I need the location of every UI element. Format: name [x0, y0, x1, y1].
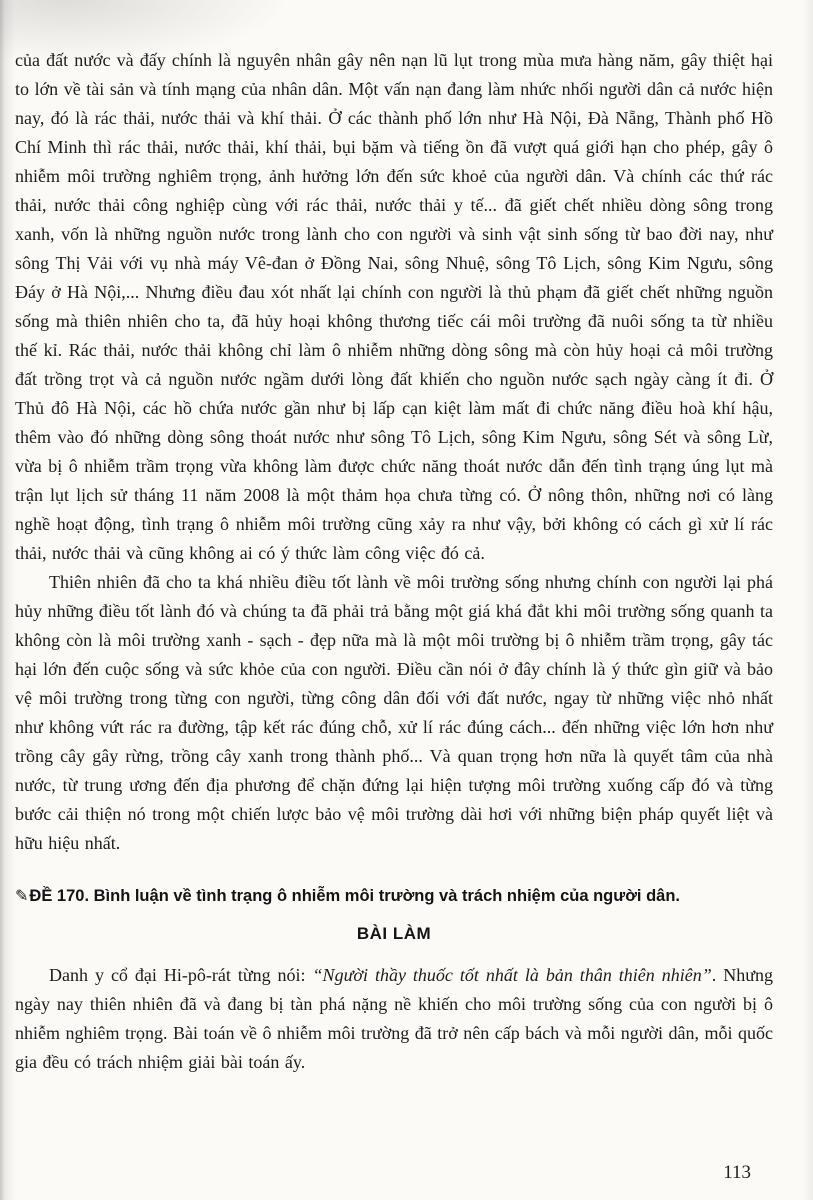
body-paragraph-continuation: của đất nước và đấy chính là nguyên nhân gây nên nạn lũ lụt trong mùa mưa hàng năm, gây thiệt hại to lớn về tài sản và tính mạng của nhân dân. Một vấn nạn đang làm nhức nhối người dân cả nước hiện nay, đó là rác thải, nước thải và khí thải. Ở các thành phố lớn như Hà Nội, Đà Nẵng, Thành phố Hồ Chí Minh thì rác thải, nước thải, khí thải, bụi bặm và tiếng ồn đã vượt quá giới hạn cho phép, gây ô nhiễm môi trường nghiêm trọng, ảnh hưởng lớn đến sức khoẻ của người dân. Và chính các thứ rác thải, nước thải công nghiệp cùng với rác thải, nước thải y tế... đã giết chết nhiều dòng sông trong xanh, vốn là những nguồn nước trong lành cho con người và sinh vật sinh sống từ bao đời nay, như sông Thị Vải với vụ nhà máy Vê-đan ở Đồng Nai, sông Nhuệ, sông Tô Lịch, sông Kim Ngưu, sông Đáy ở Hà Nội,... Nhưng điều đau xót nhất lại chính con người là thủ phạm đã giết chết những nguồn sống mà thiên nhiên cho ta, đã hủy hoại không thương tiếc cái môi trường đã nuôi sống ta từ nhiều thế kỉ. Rác thải, nước thải không chỉ làm ô nhiễm những dòng sông mà còn hủy hoại cả môi trường đất trồng trọt và cả nguồn nước ngầm dưới lòng đất khiến cho nguồn nước sạch ngày càng ít đi. Ở Thủ đô Hà Nội, các hồ chứa nước gần như bị lấp cạn kiệt làm mất đi chức năng điều hoà khí hậu, thêm vào đó những dòng sông thoát nước như sông Tô Lịch, sông Kim Ngưu, sông Sét và sông Lừ, vừa bị ô nhiễm trầm trọng vừa không làm được chức năng thoát nước dẫn đến tình trạng úng lụt mà trận lụt lịch sử tháng 11 năm 2008 là một thảm họa chưa từng có. Ở nông thôn, những nơi có làng nghề hoạt động, tình trạng ô nhiễm môi trường cũng xảy ra như vậy, bởi không có cách gì xử lí rác thải, nước thải và cũng không ai có ý thức làm công việc đó cả. — [15, 50, 773, 563]
essay-intro-paragraph — [15, 961, 773, 1077]
essay-intro-quote: “Người thầy thuốc tốt nhất là bản thân thiên nhiên” — [312, 965, 712, 985]
pen-icon: ✎ — [15, 886, 29, 905]
essay-intro-suffix: . Nhưng ngày nay thiên nhiên đã và đang bị tàn phá nặng nề khiến cho môi trường sống của con người bị ô nhiễm nghiêm trọng. Bài toán về ô nhiễm môi trường đã trở nên cấp bách và mỗi người dân, mỗi quốc gia đều có trách nhiệm giải bài toán ấy. — [15, 965, 773, 1072]
topic-heading — [15, 883, 773, 909]
essay-heading: BÀI LÀM — [356, 924, 432, 943]
essay-intro-prefix: Danh y cổ đại Hi-pô-rát từng nói: — [49, 965, 313, 985]
page-number: 113 — [723, 1162, 751, 1183]
topic-heading-text: ĐỀ 170. Bình luận về tình trạng ô nhiễm môi trường và trách nhiệm của người dân. — [29, 887, 681, 905]
page-content — [15, 46, 773, 1077]
body-paragraph: Thiên nhiên đã cho ta khá nhiều điều tốt lành về môi trường sống nhưng chính con người lại phá hủy những điều tốt lành đó và chúng ta đã phải trả bằng một giá khá đắt khi môi trường sống quanh ta không còn là môi trường xanh - sạch - đẹp nữa mà là một môi trường bị ô nhiễm trầm trọng, gây tác hại lớn đến cuộc sống và sức khỏe của con người. Điều cần nói ở đây chính là ý thức gìn giữ và bảo vệ môi trường trong từng con người, từng công dân đối với đất nước, ngay từ những việc nhỏ nhất như không vứt rác ra đường, tập kết rác đúng chỗ, xử lí rác đúng cách... đến những việc lớn hơn như trồng cây gây rừng, trồng cây xanh trong thành phố... Và quan trọng hơn nữa là quyết tâm của nhà nước, từ trung ương đến địa phương để chặn đứng lại hiện tượng môi trường xuống cấp đó và từng bước cải thiện nó trong một chiến lược bảo vệ môi trường dài hơi với những biện pháp quyết liệt và hữu hiệu nhất. — [15, 572, 773, 853]
